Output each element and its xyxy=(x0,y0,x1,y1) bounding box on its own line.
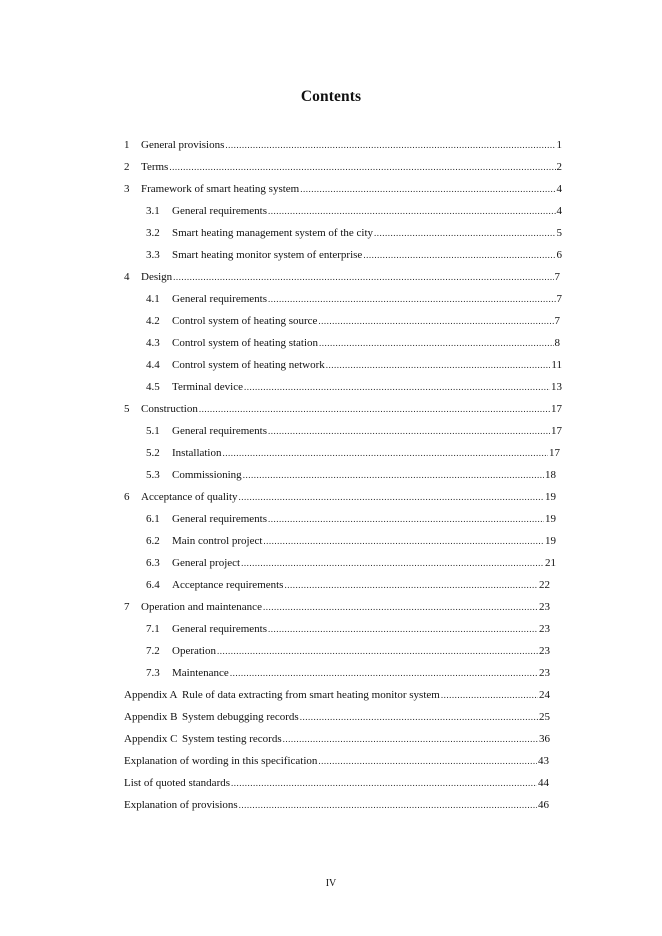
toc-entry-page: 25 xyxy=(539,711,550,723)
toc-entry[interactable] xyxy=(124,726,550,746)
dot-leader xyxy=(217,644,538,658)
dot-leader xyxy=(318,314,553,328)
toc-entry-label: General project xyxy=(172,557,241,569)
toc-entry-label: System debugging records xyxy=(182,711,299,723)
toc-entry-label: Smart heating management system of the city xyxy=(172,227,374,239)
toc-entry-number: 6 xyxy=(124,491,130,503)
dot-leader xyxy=(268,622,538,636)
toc-entry[interactable] xyxy=(124,154,562,174)
toc-entry[interactable] xyxy=(124,748,549,768)
toc-entry-number: Appendix C xyxy=(124,733,178,745)
toc-entry-page: 36 xyxy=(539,733,550,745)
dot-leader xyxy=(239,798,537,812)
toc-entry[interactable] xyxy=(124,484,556,504)
toc-entry-label: General requirements xyxy=(172,513,267,525)
toc-entry[interactable] xyxy=(146,220,562,240)
toc-entry-label: Design xyxy=(141,271,173,283)
toc-entry-label: Control system of heating station xyxy=(172,337,319,349)
toc-entry-number: 7 xyxy=(124,601,130,613)
toc-entry-number: 4.5 xyxy=(146,381,160,393)
toc-entry-page: 19 xyxy=(545,491,556,503)
toc-entry-number: 4.3 xyxy=(146,337,160,349)
toc-entry-number: 7.1 xyxy=(146,623,160,635)
toc-entry-page: 1 xyxy=(556,139,562,151)
dot-leader xyxy=(173,270,553,284)
toc-entry-label: Explanation of provisions xyxy=(124,799,238,811)
toc-entry-label: Acceptance of quality xyxy=(141,491,238,503)
toc-entry[interactable] xyxy=(146,506,556,526)
toc-entry-label: Terms xyxy=(141,161,169,173)
toc-entry-page: 17 xyxy=(551,403,562,415)
toc-entry-number: 3 xyxy=(124,183,130,195)
toc-entry-number: 7.3 xyxy=(146,667,160,679)
toc-entry-label: General requirements xyxy=(172,205,267,217)
toc-entry[interactable] xyxy=(146,286,562,306)
toc-entry[interactable] xyxy=(124,682,550,702)
toc-entry[interactable] xyxy=(146,616,550,636)
toc-entry-number: 4 xyxy=(124,271,130,283)
toc-entry-page: 13 xyxy=(551,381,562,393)
toc-entry-number: 4.4 xyxy=(146,359,160,371)
toc-entry-page: 6 xyxy=(556,249,562,261)
dot-leader xyxy=(268,204,556,218)
toc-entry-page: 19 xyxy=(545,513,556,525)
toc-entry-page: 43 xyxy=(538,755,549,767)
toc-entry-label: Main control project xyxy=(172,535,263,547)
dot-leader xyxy=(300,710,538,724)
toc-entry-label: Framework of smart heating system xyxy=(141,183,300,195)
dot-leader xyxy=(199,402,550,416)
toc-entry-label: General requirements xyxy=(172,623,267,635)
toc-entry-label: Operation and maintenance xyxy=(141,601,262,613)
toc-entry-page: 7 xyxy=(554,315,560,327)
toc-entry-page: 19 xyxy=(545,535,556,547)
dot-leader xyxy=(319,336,553,350)
toc-entry-label: Acceptance requirements xyxy=(172,579,284,591)
toc-entry-page: 17 xyxy=(551,425,562,437)
toc-entry-page: 23 xyxy=(539,645,550,657)
toc-entry-page: 8 xyxy=(554,337,560,349)
toc-entry-label: Explanation of wording in this specification xyxy=(124,755,318,767)
dot-leader xyxy=(268,512,544,526)
toc-entry-number: 3.1 xyxy=(146,205,160,217)
toc-entry-page: 23 xyxy=(539,623,550,635)
contents-title: Contents xyxy=(300,88,362,105)
toc-entry-number: 5.3 xyxy=(146,469,160,481)
toc-entry[interactable] xyxy=(146,572,550,592)
toc-entry-number: 5 xyxy=(124,403,130,415)
toc-entry-number: 3.3 xyxy=(146,249,160,261)
toc-entry-number: 4.2 xyxy=(146,315,160,327)
toc-entry-number: 7.2 xyxy=(146,645,160,657)
toc-entry-number: Appendix A xyxy=(124,689,178,701)
dot-leader xyxy=(326,358,551,372)
dot-leader xyxy=(318,754,537,768)
toc-entry[interactable] xyxy=(124,594,550,614)
toc-entry-page: 21 xyxy=(545,557,556,569)
toc-entry-page: 44 xyxy=(538,777,549,789)
toc-entry-number: 6.1 xyxy=(146,513,160,525)
dot-leader xyxy=(363,248,555,262)
toc-entry-number: 3.2 xyxy=(146,227,160,239)
toc-entry-label: Control system of heating network xyxy=(172,359,325,371)
toc-entry-label: General requirements xyxy=(172,293,267,305)
toc-entry-number: 6.3 xyxy=(146,557,160,569)
dot-leader xyxy=(244,380,550,394)
dot-leader xyxy=(283,732,538,746)
toc-entry-label: System testing records xyxy=(182,733,282,745)
toc-entry[interactable] xyxy=(146,462,556,482)
toc-entry[interactable] xyxy=(146,374,562,394)
toc-entry-page: 23 xyxy=(539,601,550,613)
toc-entry-page: 4 xyxy=(556,183,562,195)
dot-leader xyxy=(241,556,544,570)
toc-entry-page: 23 xyxy=(539,667,550,679)
toc-entry-label: General provisions xyxy=(141,139,225,151)
toc-entry[interactable] xyxy=(146,440,560,460)
toc-entry-page: 46 xyxy=(538,799,549,811)
toc-entry[interactable] xyxy=(146,638,550,658)
toc-entry[interactable] xyxy=(146,242,562,262)
toc-entry-number: 4.1 xyxy=(146,293,160,305)
toc-entry-label: Control system of heating source xyxy=(172,315,318,327)
toc-entry-number: 5.2 xyxy=(146,447,160,459)
toc-entry-number: 2 xyxy=(124,161,130,173)
toc-entry-label: Rule of data extracting from smart heating monitor system xyxy=(182,689,440,701)
dot-leader xyxy=(239,490,544,504)
toc-entry-number: 5.1 xyxy=(146,425,160,437)
toc-entry-page: 18 xyxy=(545,469,556,481)
dot-leader xyxy=(300,182,555,196)
toc-entry[interactable] xyxy=(124,264,560,284)
toc-entry-number: Appendix B xyxy=(124,711,178,723)
toc-entry-number: 6.2 xyxy=(146,535,160,547)
toc-entry-page: 7 xyxy=(556,293,562,305)
toc-entry-label: Maintenance xyxy=(172,667,229,679)
toc-entry[interactable] xyxy=(146,528,556,548)
toc-entry[interactable] xyxy=(146,330,560,350)
toc-entry-label: Commissioning xyxy=(172,469,242,481)
dot-leader xyxy=(268,292,556,306)
dot-leader xyxy=(230,666,538,680)
dot-leader xyxy=(441,688,538,702)
toc-entry[interactable] xyxy=(146,550,556,570)
toc-entry-label: Operation xyxy=(172,645,216,657)
toc-entry-page: 4 xyxy=(556,205,562,217)
toc-entry-label: General requirements xyxy=(172,425,267,437)
toc-entry-page: 5 xyxy=(556,227,562,239)
toc-entry-page: 7 xyxy=(554,271,560,283)
toc-entry-number: 1 xyxy=(124,139,130,151)
toc-entry-page: 22 xyxy=(539,579,550,591)
toc-entry-label: List of quoted standards xyxy=(124,777,231,789)
toc-entry[interactable] xyxy=(124,132,562,152)
toc-entry-page: 24 xyxy=(539,689,550,701)
toc-entry[interactable] xyxy=(146,660,550,680)
toc-entry-label: Smart heating monitor system of enterprise xyxy=(172,249,363,261)
dot-leader xyxy=(263,600,538,614)
dot-leader xyxy=(223,446,549,460)
toc-entry-label: Installation xyxy=(172,447,222,459)
dot-leader xyxy=(268,424,550,438)
dot-leader xyxy=(225,138,555,152)
toc-entry[interactable] xyxy=(146,198,562,218)
toc-entry[interactable] xyxy=(146,352,562,372)
toc-entry-number: 6.4 xyxy=(146,579,160,591)
toc-entry[interactable] xyxy=(124,396,562,416)
toc-entry[interactable] xyxy=(146,418,562,438)
toc-entry[interactable] xyxy=(124,792,549,812)
toc-entry-page: 17 xyxy=(549,447,560,459)
dot-leader xyxy=(231,776,537,790)
toc-entry-label: Construction xyxy=(141,403,198,415)
toc-entry-page: 11 xyxy=(551,359,562,371)
dot-leader xyxy=(263,534,544,548)
dot-leader xyxy=(284,578,538,592)
toc-entry-page: 2 xyxy=(556,161,562,173)
toc-entry[interactable] xyxy=(124,704,550,724)
toc-entry-label: Terminal device xyxy=(172,381,244,393)
dot-leader xyxy=(243,468,544,482)
toc-entry[interactable] xyxy=(124,770,549,790)
dot-leader xyxy=(374,226,555,240)
toc-entry[interactable] xyxy=(146,308,560,328)
toc-entry[interactable] xyxy=(124,176,562,196)
dot-leader xyxy=(169,160,555,174)
page-number-footer: IV xyxy=(325,878,337,889)
